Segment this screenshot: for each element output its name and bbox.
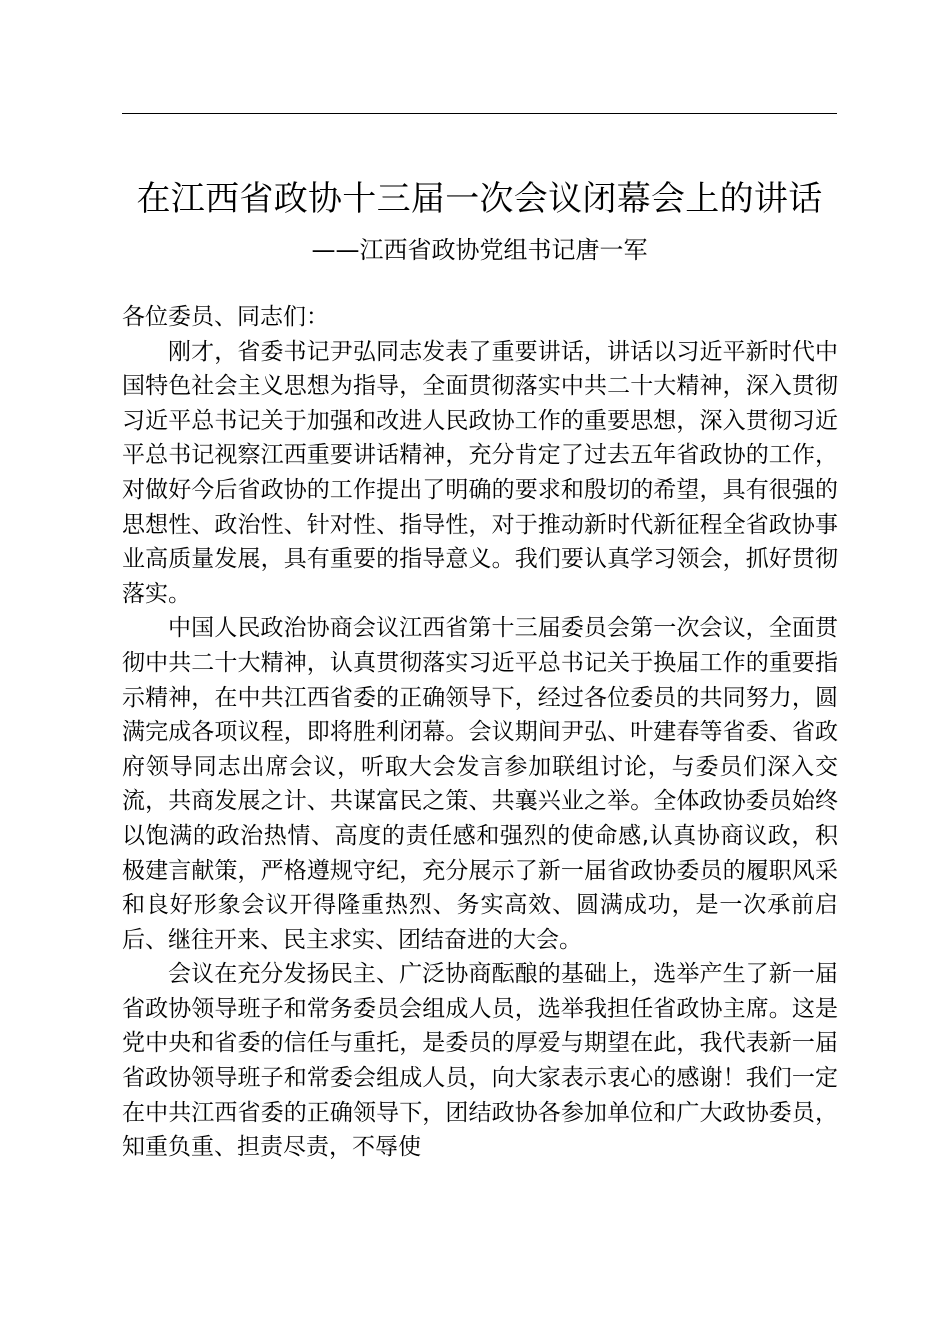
- paragraph: 刚才，省委书记尹弘同志发表了重要讲话，讲话以习近平新时代中国特色社会主义思想为指导，全面贯彻落实中共二十大精神，深入贯彻习近平总书记关于加强和改进人民政协工作的重要思想，深入贯彻习近平总书记视察江西重要讲话精神，充分肯定了过去五年省政协的工作，对做好今后省政协的工作提出了明确的要求和殷切的希望，具有很强的思想性、政治性、针对性、指导性，对于推动新时代新征程全省政协事业高质量发展，具有重要的指导意义。我们要认真学习领会，抓好贯彻落实。: [122, 338, 838, 607]
- paragraph: 中国人民政治协商会议江西省第十三届委员会第一次会议，全面贯彻中共二十大精神，认真贯彻落实习近平总书记关于换届工作的重要指示精神，在中共江西省委的正确领导下，经过各位委员的共同努力，圆满完成各项议程，即将胜利闭幕。会议期间尹弘、叶建春等省委、省政府领导同志出席会议，听取大会发言参加联组讨论，与委员们深入交流，共商发展之计、共谋富民之策、共襄兴业之举。全体政协委员始终以饱满的政治热情、高度的责任感和强烈的使命感,认真协商议政，积极建言献策，严格遵规守纪，充分展示了新一届省政协委员的履职风采和良好形象会议开得隆重热烈、务实高效、圆满成功，是一次承前启后、继往开来、民主求实、团结奋进的大会。: [122, 615, 838, 953]
- paragraph: 会议在充分发扬民主、广泛协商酝酿的基础上，选举产生了新一届省政协领导班子和常务委员会组成人员，选举我担任省政协主席。这是党中央和省委的信任与重托，是委员的厚爱与期望在此，我代表新一届省政协领导班子和常委会组成人员，向大家表示衷心的感谢！我们一定在中共江西省委的正确领导下，团结政协各参加单位和广大政协委员，知重负重、担责尽责，不辱使: [122, 961, 838, 1161]
- document-title: 在江西省政协十三届一次会议闭幕会上的讲话: [136, 179, 823, 219]
- document-body: [122, 300, 838, 1165]
- salutation: 各位委员、同志们：: [122, 304, 329, 330]
- document-subtitle: ——江西省政协党组书记唐一军: [311, 236, 648, 264]
- header-rule: [122, 113, 837, 114]
